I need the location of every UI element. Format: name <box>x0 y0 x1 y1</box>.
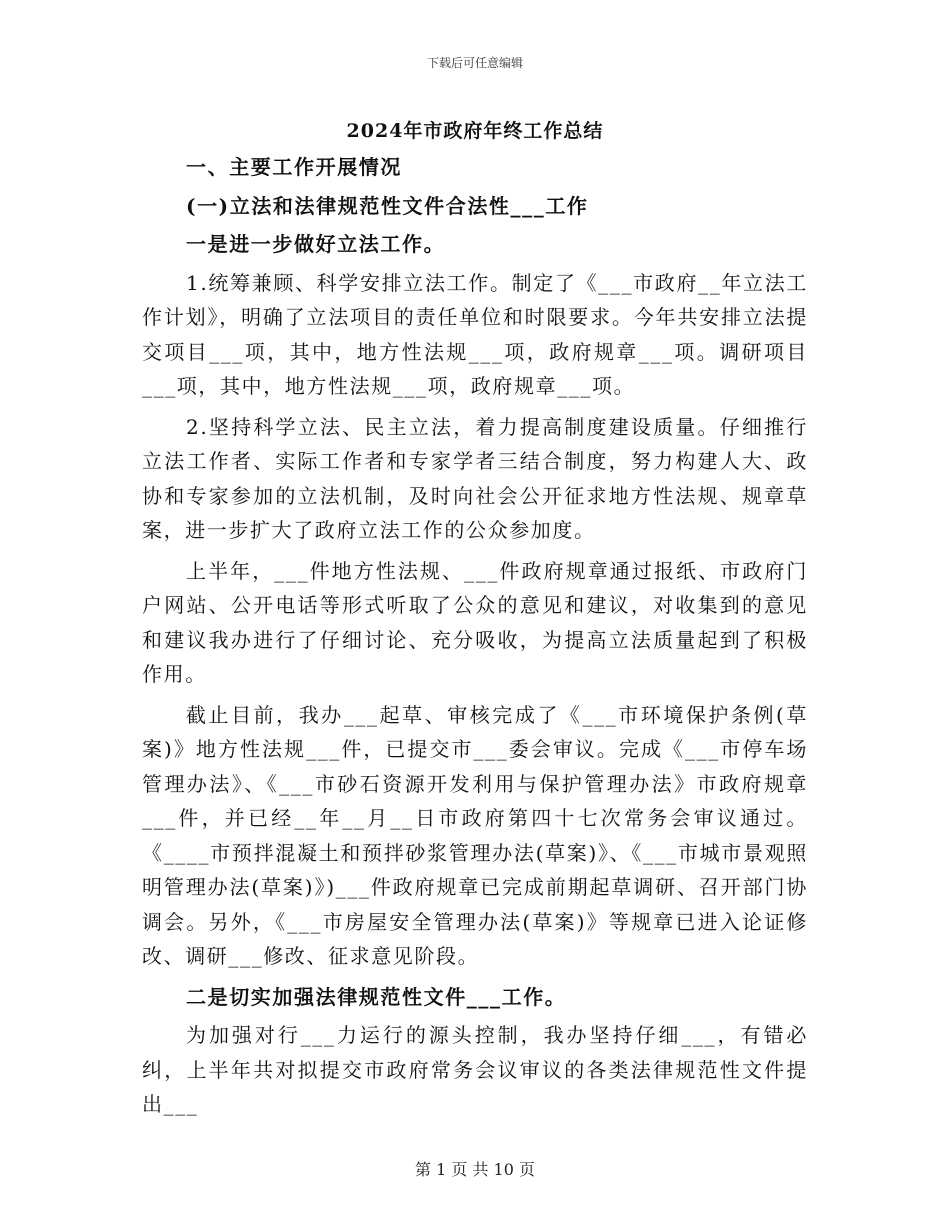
item-heading-one: 一是进一步做好立法工作。 <box>186 232 446 256</box>
paragraph-quality: 2.坚持科学立法、民主立法，着力提高制度建设质量。仔细推行立法工作者、实际工作者和专家学者三结合制度，努力构建人大、政协和专家参加的立法机制，及时向社会公开征求地方性法规、规章草案，进一步扩大了政府立法工作的公众参加度。 <box>142 414 808 542</box>
paragraph-public-opinion: 上半年，___件地方性法规、___件政府规章通过报纸、市政府门户网站、公开电话等形式听取了公众的意见和建议，对收集到的意见和建议我办进行了仔细讨论、充分吸收，为提高立法质量起到了积极作用。 <box>142 558 808 686</box>
paragraph-review: 为加强对行___力运行的源头控制，我办坚持仔细___，有错必纠，上半年共对拟提交市政府常务会议审议的各类法律规范性文件提出___ <box>142 1023 808 1116</box>
document-body <box>142 150 808 1128</box>
item-heading-two: 二是切实加强法律规范性文件___工作。 <box>186 984 567 1009</box>
paragraph-planning: 1.统筹兼顾、科学安排立法工作。制定了《___市政府__年立法工作计划》，明确了立法项目的责任单位和时限要求。今年共安排立法提交项目___项，其中，地方性法规___项，政府规章___项。调研项目___项，其中，地方性法规___项，政府规章___项。 <box>142 270 808 398</box>
subsection-heading: (一)立法和法律规范性文件合法性___工作 <box>186 193 589 218</box>
document-title: 2024年市政府年终工作总结 <box>346 120 604 142</box>
header-note: 下载后可任意编辑 <box>426 56 523 70</box>
section-heading: 一、主要工作开展情况 <box>186 155 402 179</box>
page-footer: 第 1 页 共 10 页 <box>415 1160 535 1179</box>
paragraph-progress: 截止目前，我办___起草、审核完成了《___市环境保护条例(草案)》地方性法规___件，已提交市___委会审议。完成《___市停车场管理办法》、《___市砂石资源开发利用与保护管理办法》市政府规章___件，并已经__年__月__日市政府第四十七次常务会审议通过。《____市预拌混凝土和预拌砂浆管理办法(草案)》、《___市城市景观照明管理办法(草案)》)___件政府规章已完成前期起草调研、召开部门协调会。另外，《___市房屋安全管理办法(草案)》等规章已进入论证修改、调研___修改、征求意见阶段。 <box>142 702 808 968</box>
